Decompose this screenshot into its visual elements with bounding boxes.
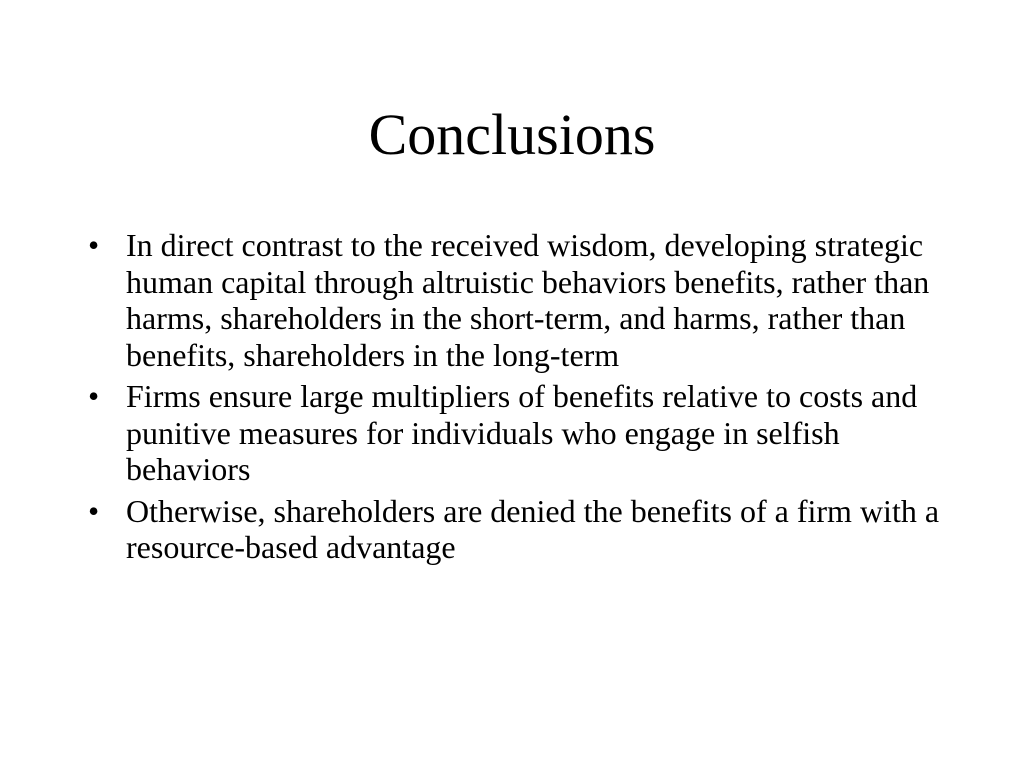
bullet-item — [84, 493, 964, 566]
bullet-text: Otherwise, shareholders are denied the benefits of a firm with a resource-based advantage — [126, 492, 940, 565]
bullet-item — [84, 378, 964, 488]
bullet-icon: • — [88, 492, 100, 529]
bullet-icon: • — [88, 378, 100, 414]
bullet-icon: • — [88, 227, 100, 263]
slide-title: Conclusions — [368, 102, 656, 167]
bullet-text: Firms ensure large multipliers of benefits relative to costs and punitive measures for individuals who engage in selfish behaviors — [126, 378, 918, 487]
bullet-text: In direct contrast to the received wisdom, developing strategic human capital through altruistic behaviors benefits, rather than harms, shareholders in the short-term, and harms, rather than benefits, shareholders in the long-term — [126, 227, 930, 373]
bullet-list — [84, 227, 964, 571]
bullet-item — [84, 227, 964, 373]
